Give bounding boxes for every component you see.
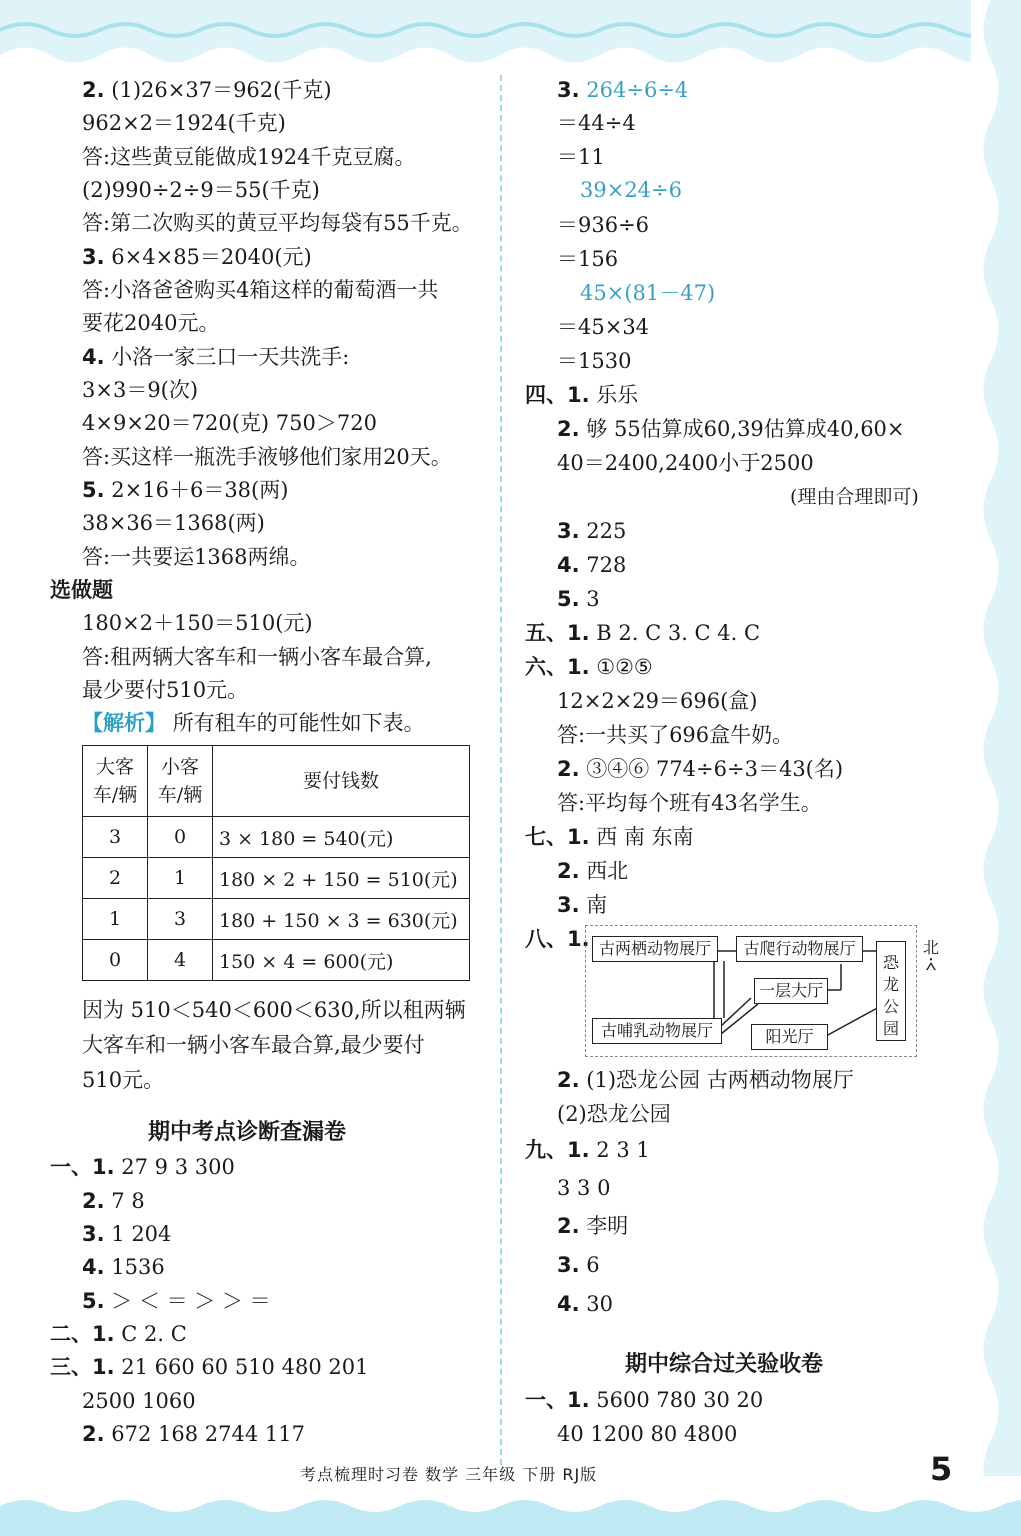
answer-line: 180×2＋150＝510(元) — [82, 611, 313, 635]
answer-line: ＝156 — [557, 247, 619, 271]
answer-line: 5. 2×16＋6＝38(两) — [82, 478, 289, 502]
answer-line: 答:平均每个班有43名学生。 — [557, 791, 822, 815]
answer-line: 答:买这样一瓶洗手液够他们家用20天。 — [82, 445, 452, 469]
answer-line: 四、1. 乐乐 — [525, 383, 639, 407]
table-row — [83, 899, 470, 940]
table-cell: 1 — [83, 899, 148, 940]
conclusion-line: 大客车和一辆小客车最合算,最少要付 — [82, 1033, 425, 1057]
answer-line: 五、1. B 2. C 3. C 4. C — [525, 621, 761, 645]
answer-line: 2. (1)26×37＝962(千克) — [82, 78, 332, 102]
table-header: 小客 车/辆 — [148, 746, 213, 817]
answer-line: 38×36＝1368(两) — [82, 511, 265, 535]
answer-line: ＝1530 — [557, 349, 632, 373]
answer-line: 5. ＞ ＜ ＝ ＞ ＞ ＝ — [82, 1289, 271, 1313]
answer-line: 3×3＝9(次) — [82, 378, 199, 402]
table-cell: 0 — [148, 817, 213, 858]
answer-line: 要花2040元。 — [82, 311, 220, 335]
answer-line: 40 1200 80 4800 — [557, 1422, 738, 1446]
table-cell: 3 × 180 = 540(元) — [213, 817, 470, 858]
answer-line: ＝936÷6 — [557, 213, 650, 237]
answer-line: 答:租两辆大客车和一辆小客车最合算, — [82, 645, 432, 669]
table-row — [83, 858, 470, 899]
answer-line: 3. 225 — [557, 519, 627, 543]
answer-line: 4. 30 — [557, 1292, 614, 1316]
answer-line: 3. 264÷6÷4 — [557, 78, 689, 102]
table-cell: 2 — [83, 858, 148, 899]
conclusion-line: 因为 510＜540＜600＜630,所以租两辆 — [82, 998, 466, 1022]
room-main-lobby: 一层大厅 — [754, 978, 828, 1004]
answer-line: 2. ③④⑥ 774÷6÷3＝43(名) — [557, 757, 844, 781]
answer-line: 4. 小洛一家三口一天共洗手: — [82, 345, 350, 369]
table-header: 要付钱数 — [213, 746, 470, 817]
table-cell: 4 — [148, 940, 213, 981]
answer-line: 4×9×20＝720(克) 750＞720 — [82, 411, 377, 435]
north-arrow-icon: ⩑ — [925, 954, 937, 975]
answer-line: 2. (1)恐龙公园 古两栖动物展厅 — [557, 1068, 854, 1092]
answer-line: 答:小洛爸爸购买4箱这样的葡萄酒一共 — [82, 278, 439, 302]
answer-line: 答:第二次购买的黄豆平均每袋有55千克。 — [82, 211, 473, 235]
answer-line: 六、1. ①②⑤ — [525, 655, 653, 679]
answer-line: 七、1. 西 南 东南 — [525, 825, 694, 849]
answer-line: 2. 西北 — [557, 859, 629, 883]
room-reptile-hall: 古爬行动物展厅 — [736, 936, 863, 962]
answer-line: 三、1. 21 660 60 510 480 201 — [50, 1355, 369, 1379]
analysis-line: 【解析】 所有租车的可能性如下表。 — [82, 711, 425, 735]
room-sun-hall: 阳光厅 — [751, 1024, 828, 1050]
answer-note: (理由合理即可) — [790, 486, 919, 508]
table-cell: 3 — [83, 817, 148, 858]
table-cell: 180 + 150 × 3 = 630(元) — [213, 899, 470, 940]
answer-line: ＝45×34 — [557, 315, 650, 339]
room-mammal-hall: 古哺乳动物展厅 — [592, 1018, 722, 1044]
answer-line: 962×2＝1924(千克) — [82, 111, 286, 135]
table-cell: 0 — [83, 940, 148, 981]
answer-line: 39×24÷6 — [580, 178, 682, 202]
table-cell: 180 × 2 + 150 = 510(元) — [213, 858, 470, 899]
rental-table — [82, 745, 470, 981]
answer-line: 2500 1060 — [82, 1389, 196, 1413]
answer-line: 2. 够 55估算成60,39估算成40,60× — [557, 417, 905, 441]
museum-map — [585, 925, 917, 1057]
answer-line: ＝44÷4 — [557, 111, 636, 135]
room-amphibian-hall: 古两栖动物展厅 — [592, 936, 718, 962]
answer-line: 最少要付510元。 — [82, 678, 249, 702]
answer-line: 3. 6×4×85＝2040(元) — [82, 245, 312, 269]
page-footer: 考点梳理时习卷 数学 三年级 下册 RJ版 — [300, 1465, 598, 1484]
answer-line: 3. 1 204 — [82, 1222, 172, 1246]
top-wave-border — [0, 0, 1021, 70]
room-dinosaur-park: 恐龙公园 — [876, 941, 906, 1041]
answer-line: 4. 728 — [557, 553, 627, 577]
answer-line: 2. 7 8 — [82, 1189, 145, 1213]
answer-line: 4. 1536 — [82, 1255, 165, 1279]
section-title: 期中综合过关验收卷 — [625, 1352, 824, 1377]
north-indicator: 北 ⩑ — [920, 935, 942, 972]
table-row — [83, 817, 470, 858]
answer-line: 3. 6 — [557, 1253, 600, 1277]
answer-line: 40＝2400,2400小于2500 — [557, 451, 814, 475]
answer-line: 2. 李明 — [557, 1214, 629, 1238]
answer-line: 2. 672 168 2744 117 — [82, 1422, 305, 1446]
answer-line: 答:一共要运1368两绵。 — [82, 545, 311, 569]
column-divider — [500, 75, 502, 1465]
table-header-row — [83, 746, 470, 817]
answer-line: 二、1. C 2. C — [50, 1322, 187, 1346]
answer-line: ＝11 — [557, 145, 605, 169]
answer-line: 八、1. — [525, 927, 590, 951]
answer-line: 3 3 0 — [557, 1176, 611, 1200]
page-number: 5 — [930, 1450, 953, 1488]
answer-line: 一、1. 27 9 3 300 — [50, 1155, 235, 1179]
answer-line: 5. 3 — [557, 587, 600, 611]
section-title: 期中考点诊断查漏卷 — [148, 1120, 347, 1145]
answer-line: 45×(81－47) — [580, 281, 716, 305]
answer-line: (2)恐龙公园 — [557, 1102, 671, 1126]
answer-line: 答:一共买了696盒牛奶。 — [557, 723, 794, 747]
answer-line: 12×2×29＝696(盒) — [557, 689, 758, 713]
table-row — [83, 940, 470, 981]
table-cell: 150 × 4 = 600(元) — [213, 940, 470, 981]
answer-line: 九、1. 2 3 1 — [525, 1138, 650, 1162]
answer-line: 一、1. 5600 780 30 20 — [525, 1388, 764, 1412]
table-header: 大客 车/辆 — [83, 746, 148, 817]
answer-line: (2)990÷2÷9＝55(千克) — [82, 178, 320, 202]
bottom-wave-border — [0, 1476, 1021, 1536]
right-wave-border — [971, 0, 1021, 1536]
conclusion-line: 510元。 — [82, 1068, 165, 1092]
answer-line: 3. 南 — [557, 893, 608, 917]
analysis-tag: 【解析】 — [82, 711, 166, 735]
table-cell: 3 — [148, 899, 213, 940]
table-cell: 1 — [148, 858, 213, 899]
answer-line: 答:这些黄豆能做成1924千克豆腐。 — [82, 145, 416, 169]
optional-title: 选做题 — [50, 578, 113, 602]
